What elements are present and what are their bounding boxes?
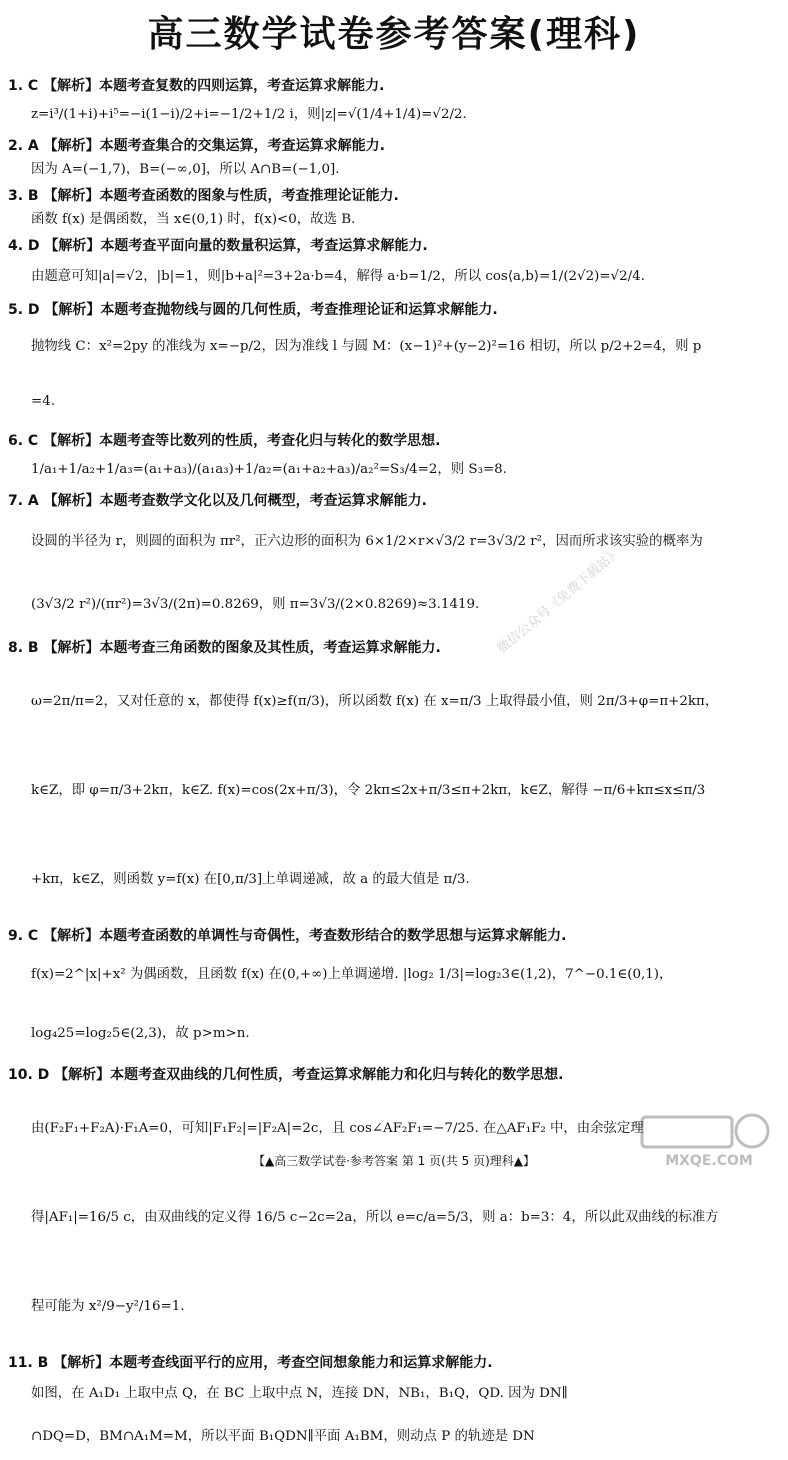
answer-line: 由题意可知|a|=√2，|b|=1，则|b+a|²=3+2a·b=4，解得 a·b=1/2，所以 cos⟨a,b⟩=1/(2√2)=√2/4. (31, 269, 645, 284)
answer-line: 函数 f(x) 是偶函数，当 x∈(0,1) 时，f(x)<0，故选 B. (31, 212, 356, 227)
answer-header: 7. A 【解析】本题考查数学文化以及几何概型，考查运算求解能力. (8, 493, 427, 509)
answer-item (8, 638, 780, 923)
answer-item (8, 76, 780, 133)
answer-line: log₄25=log₂5∈(2,3)，故 p>m>n. (31, 1026, 250, 1041)
answer-header: 10. D 【解析】本题考查双曲线的几何性质，考查运算求解能力和化归与转化的数学思想. (8, 1067, 564, 1083)
answer-line: k∈Z，即 φ=π/3+2kπ，k∈Z. f(x)=cos(2x+π/3)，令 2kπ≤2x+π/3≤π+2kπ，k∈Z，解得 −π/6+kπ≤x≤π/3 (31, 783, 706, 798)
answer-item (8, 491, 780, 635)
answer-line: ω=2π/π=2，又对任意的 x，都使得 f(x)≥f(π/3)，所以函数 f(x) 在 x=π/3 上取得最小值，则 2π/3+φ=π+2kπ， (31, 694, 719, 709)
answer-line: (3√3/2 r²)/(πr²)=3√3/(2π)=0.8269，则 π=3√3/(2×0.8269)≈3.1419. (31, 597, 480, 612)
answer-header: 4. D 【解析】本题考查平面向量的数量积运算，考查运算求解能力. (8, 238, 428, 254)
answer-line: z=i³/(1+i)+i⁵=−i(1−i)/2+i=−1/2+1/2 i，则|z|=√(1/4+1/4)=√2/2. (31, 107, 467, 122)
answer-header: 3. B 【解析】本题考查函数的图象与性质，考查推理论证能力. (8, 188, 399, 204)
answer-item (8, 1353, 780, 1457)
answer-line: 程可能为 x²/9−y²/16=1. (31, 1299, 185, 1314)
answer-line: =4. (31, 394, 55, 409)
answer-item (8, 431, 780, 488)
answer-header: 9. C 【解析】本题考查函数的单调性与奇偶性，考查数形结合的数学思想与运算求解能力. (8, 928, 567, 944)
answer-line: 设圆的半径为 r，则圆的面积为 πr²，正六边形的面积为 6×1/2×r×√3/2 r=3√3/2 r²，因而所求该实验的概率为 (31, 534, 703, 549)
answer-header: 2. A 【解析】本题考查集合的交集运算，考查运算求解能力. (8, 138, 385, 154)
answer-item (8, 1065, 780, 1350)
answer-item (8, 300, 780, 428)
answer-line: ∩DQ=D，BM∩A₁M=M，所以平面 B₁QDN∥平面 A₁BM，则动点 P 的轨迹是 DN (31, 1429, 535, 1444)
svg-text:MXQE.COM: MXQE.COM (665, 1153, 753, 1169)
answer-line: +kπ，k∈Z，则函数 y=f(x) 在[0,π/3]上单调递减，故 a 的最大值是 π/3. (31, 872, 470, 887)
watermark-text: 微信公众号《免费下载站》 (494, 545, 624, 657)
answer-list (8, 76, 780, 1460)
answer-item (8, 136, 780, 183)
answer-line: 抛物线 C：x²=2py 的准线为 x=−p/2，因为准线 l 与圆 M：(x−1)²+(y−2)²=16 相切，所以 p/2+2=4，则 p (31, 339, 702, 354)
answer-line: 1/a₁+1/a₂+1/a₃=(a₁+a₃)/(a₁a₃)+1/a₂=(a₁+a₂+a₃)/a₂²=S₃/4=2，则 S₃=8. (31, 462, 507, 477)
answer-line: 如图，在 A₁D₁ 上取中点 Q，在 BC 上取中点 N，连接 DN，NB₁，B₁Q，QD. 因为 DN∥ (31, 1386, 568, 1401)
answer-header: 11. B 【解析】本题考查线面平行的应用，考查空间想象能力和运算求解能力. (8, 1355, 493, 1371)
answer-line: f(x)=2^|x|+x² 为偶函数，且函数 f(x) 在(0,+∞)上单调递增. |log₂ 1/3|=log₂3∈(1,2)，7^−0.1∈(0,1)， (31, 967, 673, 982)
answer-header: 8. B 【解析】本题考查三角函数的图象及其性质，考查运算求解能力. (8, 640, 441, 656)
answer-item (8, 186, 780, 233)
answer-item (8, 926, 780, 1062)
answer-item (8, 236, 780, 297)
page-title: 高三数学试卷参考答案(理科) (147, 14, 641, 55)
answer-line: 由(F₂F₁+F₂A)·F₁A=0，可知|F₁F₂|=|F₂A|=2c，且 cos∠AF₂F₁=−7/25. 在△AF₁F₂ 中，由余弦定理 (31, 1121, 644, 1136)
answer-header: 5. D 【解析】本题考查抛物线与圆的几何性质，考查推理论证和运算求解能力. (8, 302, 498, 318)
answer-header: 6. C 【解析】本题考查等比数列的性质，考查化归与转化的数学思想. (8, 433, 441, 449)
answer-header: 1. C 【解析】本题考查复数的四则运算，考查运算求解能力. (8, 78, 385, 94)
answer-line: 得|AF₁|=16/5 c，由双曲线的定义得 16/5 c−2c=2a，所以 e=c/a=5/3，则 a：b=3：4，所以此双曲线的标准方 (31, 1210, 719, 1225)
page-footer: 【▲高三数学试卷·参考答案 第 1 页(共 5 页)理科▲】 (253, 1154, 535, 1168)
answer-line: 因为 A=(−1,7)，B=(−∞,0]，所以 A∩B=(−1,0]. (31, 162, 340, 177)
